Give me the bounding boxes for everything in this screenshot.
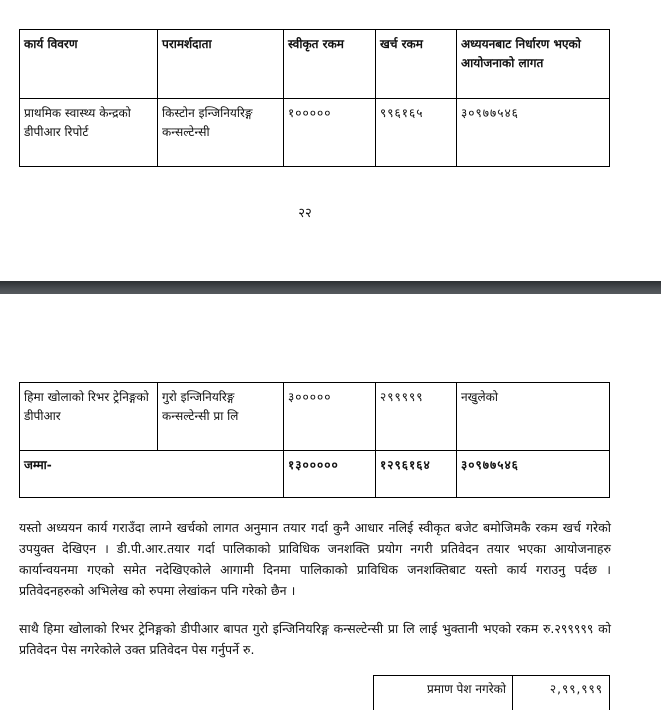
cell-consultant: गुरो इन्जिनियरिङ्ग कन्सल्टेन्सी प्रा लि — [158, 383, 284, 451]
cell-spent-amount: ९९६१६५ — [376, 99, 457, 167]
total-row — [20, 451, 610, 498]
total-label: जम्मा- — [20, 451, 284, 498]
cell-consultant: किस्टोन इन्जिनियरिङ्ग कन्सल्टेन्सी — [158, 99, 284, 167]
cell-spent-amount: २९९९९९ — [376, 383, 457, 451]
header-work-description: कार्य विवरण — [20, 30, 158, 99]
table-row — [20, 99, 610, 167]
header-project-cost: अध्ययनबाट निर्धारण भएको आयोजनाको लागत — [457, 30, 610, 99]
cell-approved-amount: ३००००० — [284, 383, 376, 451]
page-number: २२ — [0, 203, 610, 221]
total-spent-amount: १२९६१६४ — [376, 451, 457, 498]
paragraph-observation: यस्तो अध्ययन कार्य गराउँदा लाग्ने खर्चको लागत अनुमान तयार गर्दा कुनै आधार नलिई स्वीकृत बजेट बमोजिमकै रकम खर्च गरेको उपयुक्त देखिएन । डी.पी.आर.तयार गर्दा पालिकाको प्राविधिक जनशक्ति प्रयोग नगरी प्रतिवेदन तयार भएका आयोजनाहरु कार्यान्वयनमा गएको समेत नदेखिएकोले आगामी दिनमा पालिकाको प्राविधिक जनशक्तिबाट यस्तो कार्य गराउनु पर्दछ । प्रतिवेदनहरुको अभिलेख को रुपमा लेखांकन पनि गरेको छैन । — [19, 517, 611, 601]
page-separator — [0, 281, 661, 294]
total-project-cost: ३०९७७५४६ — [457, 451, 610, 498]
header-spent-amount: खर्च रकम — [376, 30, 457, 99]
document-page-2 — [0, 294, 661, 705]
document-page-1 — [0, 0, 661, 281]
cell-approved-amount: १००००० — [284, 99, 376, 167]
cell-project-cost: नखुलेको — [457, 383, 610, 451]
paragraph-recommendation: साथै हिमा खोलाको रिभर ट्रेनिङ्गको डीपीआर बापत गुरो इन्जिनियरिङ्ग कन्सल्टेन्सी प्रा लि लाई भुक्तानी भएको रकम रु.२९९९९९ को प्रतिवेदन पेस नगरेकोले उक्त प्रतिवेदन पेस गर्नुपर्ने रु. — [19, 618, 611, 660]
table-row — [20, 383, 610, 451]
cell-work-description: प्राथमिक स्वास्थ्य केन्द्रको डीपीआर रिपोर्ट — [20, 99, 158, 167]
cell-project-cost: ३०९७७५४६ — [457, 99, 610, 167]
expenditure-table — [19, 29, 610, 167]
cell-work-description: हिमा खोलाको रिभर ट्रेनिङ्गको डीपीआर — [20, 383, 158, 451]
summary-value: २,९९,९९९ — [513, 676, 610, 710]
table-header-row — [20, 30, 610, 99]
expenditure-table-continued — [19, 382, 610, 498]
header-approved-amount: स्वीकृत रकम — [284, 30, 376, 99]
summary-label: प्रमाण पेश नगरेको — [374, 676, 513, 710]
total-approved-amount: १३००००० — [284, 451, 376, 498]
header-consultant: परामर्शदाता — [158, 30, 284, 99]
